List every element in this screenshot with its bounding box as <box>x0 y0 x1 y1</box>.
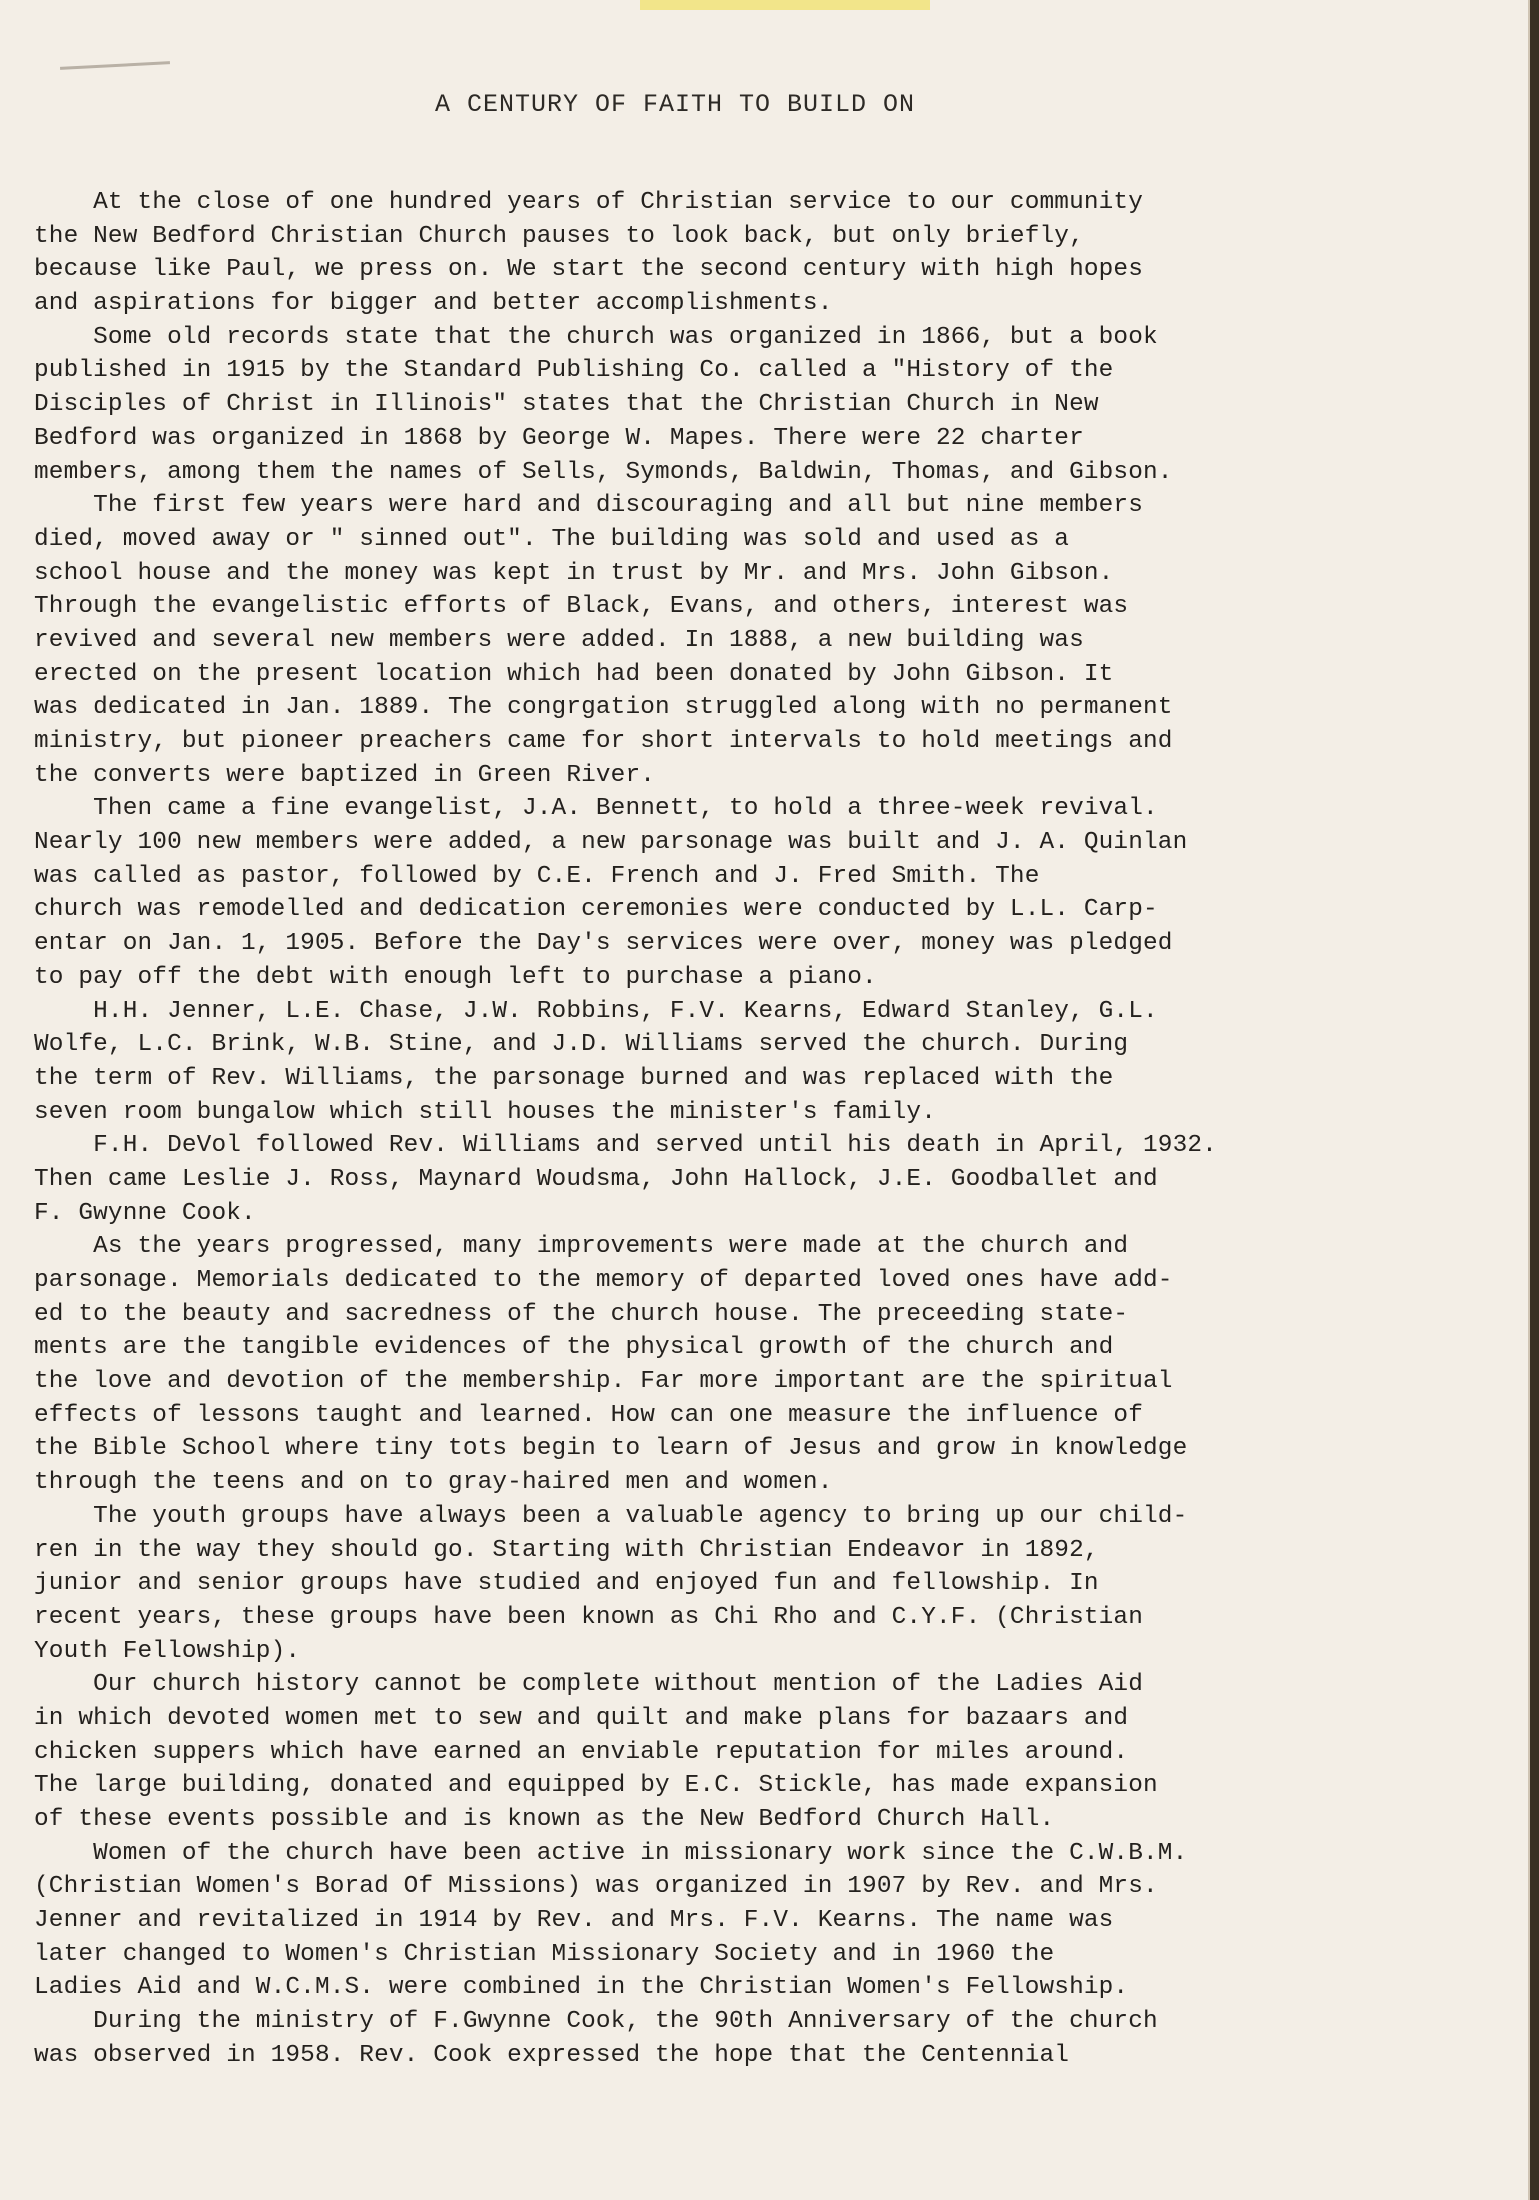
text-line: erected on the present location which had been donated by John Gibson. It <box>34 660 1114 688</box>
text-line: The large building, donated and equipped by E.C. Stickle, has made expansion <box>34 1772 1158 1800</box>
text-line: The first few years were hard and discouraging and all but nine members <box>34 492 1144 520</box>
text-line: revived and several new members were added. In 1888, a new building was <box>34 626 1084 654</box>
text-line: Some old records state that the church was organized in 1866, but a book <box>34 323 1158 351</box>
text-line: the converts were baptized in Green River. <box>34 761 656 789</box>
text-line: died, moved away or " sinned out". The building was sold and used as a <box>34 525 1070 553</box>
text-line: the New Bedford Christian Church pauses to look back, but only briefly, <box>34 222 1084 250</box>
text-line: Youth Fellowship). <box>34 1637 301 1665</box>
text-line: to pay off the debt with enough left to purchase a piano. <box>34 963 877 991</box>
text-line: later changed to Women's Christian Missionary Society and in 1960 the <box>34 1940 1055 1968</box>
text-line: was dedicated in Jan. 1889. The congrgation struggled along with no permanent <box>34 694 1173 722</box>
text-line: Disciples of Christ in Illinois" states that the Christian Church in New <box>34 391 1099 419</box>
text-line: ed to the beauty and sacredness of the church house. The preceeding state- <box>34 1300 1129 1328</box>
text-line: because like Paul, we press on. We start the second century with high hopes <box>34 256 1144 284</box>
text-line: Then came a fine evangelist, J.A. Bennett, to hold a three-week revival. <box>34 795 1158 823</box>
text-line: F.H. DeVol followed Rev. Williams and served until his death in April, 1932. <box>34 1132 1217 1160</box>
text-line: As the years progressed, many improvements were made at the church and <box>34 1233 1129 1261</box>
text-line: was observed in 1958. Rev. Cook expressed the hope that the Centennial <box>34 2041 1070 2069</box>
text-line: in which devoted women met to sew and quilt and make plans for bazaars and <box>34 1704 1129 1732</box>
text-line: Our church history cannot be complete without mention of the Ladies Aid <box>34 1671 1144 1699</box>
text-line: Through the evangelistic efforts of Black, Evans, and others, interest was <box>34 593 1129 621</box>
text-line: Bedford was organized in 1868 by George W. Mapes. There were 22 charter <box>34 424 1084 452</box>
text-line: H.H. Jenner, L.E. Chase, J.W. Robbins, F.V. Kearns, Edward Stanley, G.L. <box>34 997 1158 1025</box>
text-line: of these events possible and is known as the New Bedford Church Hall. <box>34 1806 1055 1833</box>
text-line: At the close of one hundred years of Christian service to our community <box>34 189 1144 216</box>
text-line: members, among them the names of Sells, Symonds, Baldwin, Thomas, and Gibson. <box>34 458 1173 486</box>
page-title: A CENTURY OF FAITH TO BUILD ON <box>434 90 916 119</box>
text-line: F. Gwynne Cook. <box>34 1199 256 1227</box>
text-line: junior and senior groups have studied and enjoyed fun and fellowship. In <box>34 1570 1099 1598</box>
text-line: The youth groups have always been a valuable agency to bring up our child- <box>34 1502 1188 1530</box>
text-line: published in 1915 by the Standard Publishing Co. called a "History of the <box>34 357 1114 385</box>
text-line: church was remodelled and dedication ceremonies were conducted by L.L. Carp- <box>34 896 1158 924</box>
text-line: (Christian Women's Borad Of Missions) was organized in 1907 by Rev. and Mrs. <box>34 1873 1158 1901</box>
text-line: Jenner and revitalized in 1914 by Rev. and Mrs. F.V. Kearns. The name was <box>34 1907 1114 1935</box>
text-line: Then came Leslie J. Ross, Maynard Woudsma, John Hallock, J.E. Goodballet and <box>34 1165 1158 1193</box>
text-line: the love and devotion of the membership. Far more important are the spiritual <box>34 1368 1173 1396</box>
body-text <box>34 186 1344 2073</box>
text-line: through the teens and on to gray-haired men and women. <box>34 1469 833 1497</box>
text-line: ren in the way they should go. Starting with Christian Endeavor in 1892, <box>34 1536 1099 1564</box>
text-line: During the ministry of F.Gwynne Cook, the 90th Anniversary of the church <box>34 2008 1158 2036</box>
text-line: school house and the money was kept in trust by Mr. and Mrs. John Gibson. <box>34 559 1114 587</box>
text-line: chicken suppers which have earned an enviable reputation for miles around. <box>34 1738 1129 1766</box>
text-line: entar on Jan. 1, 1905. Before the Day's services were over, money was pledged <box>34 930 1173 958</box>
text-line: the Bible School where tiny tots begin to learn of Jesus and grow in knowledge <box>34 1435 1188 1463</box>
text-line: and aspirations for bigger and better accomplishments. <box>34 290 833 318</box>
text-line: parsonage. Memorials dedicated to the memory of departed loved ones have add- <box>34 1267 1173 1294</box>
text-line: recent years, these groups have been known as Chi Rho and C.Y.F. (Christian <box>34 1603 1144 1631</box>
tape-strip <box>640 0 930 10</box>
text-line: the term of Rev. Williams, the parsonage burned and was replaced with the <box>34 1064 1114 1092</box>
text-line: Women of the church have been active in missionary work since the C.W.B.M. <box>34 1839 1188 1867</box>
text-line: ments are the tangible evidences of the physical growth of the church and <box>34 1334 1114 1362</box>
text-line: seven room bungalow which still houses the minister's family. <box>34 1098 936 1126</box>
text-line: ministry, but pioneer preachers came for short intervals to hold meetings and <box>34 728 1173 755</box>
pencil-mark <box>60 61 170 70</box>
text-line: effects of lessons taught and learned. How can one measure the influence of <box>34 1401 1144 1429</box>
text-line: Ladies Aid and W.C.M.S. were combined in the Christian Women's Fellowship. <box>34 1974 1129 2002</box>
text-line: Wolfe, L.C. Brink, W.B. Stine, and J.D. Williams served the church. During <box>34 1031 1129 1059</box>
text-line: Nearly 100 new members were added, a new parsonage was built and J. A. Quinlan <box>34 829 1188 857</box>
text-line: was called as pastor, followed by C.E. French and J. Fred Smith. The <box>34 862 1040 890</box>
